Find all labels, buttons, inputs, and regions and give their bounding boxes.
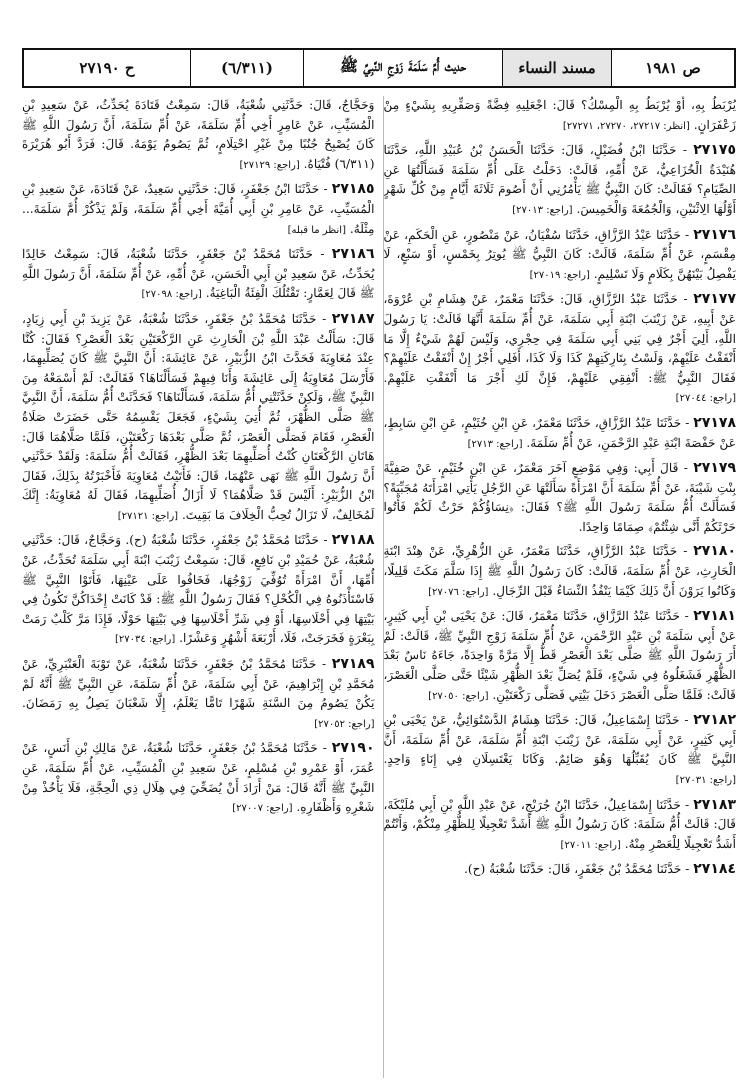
page-number: ص ١٩٨١	[611, 50, 734, 86]
text-columns	[22, 96, 736, 1078]
hadith-entry: ٢٧١٨٠ - حَدَّثَنَا عَبْدُ الرَّزَّاقِ، حَدَّثَنَا مَعْمَرٌ، عَنِ الزُّهْرِيِّ، عَنْ هِنْدَ ابْنَةِ الْحَارِثِ، عَنْ أُمِّ سَلَمَةَ، قَالَتْ: كَانَ رَسُولُ اللَّهِ ﷺ إِذَا سَلَّمَ مَكَثَ قَلِيلًا، وَكَانُوا يَرَوْنَ أَنَّ ذَلِكَ كَيْمَا يَنْفُذُ النِّسَاءُ قَبْلَ الرِّجَالِ. [راجع: ٢٧٠٧٦]	[383, 543, 736, 598]
cross-reference: [راجع: ٢٧٠١٩]	[529, 269, 590, 281]
volume-ref: (٦/٣١١)	[190, 50, 303, 86]
chapter-title: حديث أُمِّ سَلَمَةَ زَوْجِ النَّبِيِّ ﷺ	[303, 50, 502, 86]
hadith-number: ٢٧١٨٠	[693, 543, 736, 560]
hadith-text: حَدَّثَنَا إِسْمَاعِيلُ، قَالَ: حَدَّثَنَا هِشَامٌ الدَّسْتُوَائِيُّ، عَنْ يَحْيَى بْنِ أَبِي كَثِيرٍ، عَنْ أَبِي سَلَمَةَ، عَنْ زَيْنَبَ ابْنَةِ أُمِّ سَلَمَةَ، عَنْ أُمِّ سَلَمَةَ، أَنَّ النَّبِيَّ ﷺ كَانَ يُقَبِّلُهَا وَهُوَ صَائِمٌ. وَكَانَا يَغْتَسِلَانِ فِي إِنَاءٍ وَاحِدٍ.	[383, 713, 736, 767]
hadith-number: ٢٧١٧٦	[693, 226, 736, 243]
continuation-text	[384, 96, 737, 136]
hadith-text: حَدَّثَنَا مُحَمَّدُ بْنُ جَعْفَرٍ، حَدَّثَنَا شُعْبَةُ (ح). وَحَجَّاجٌ، قَالَ: حَدَّثَنِي شُعْبَةُ، عَنْ حُمَيْدِ بْنِ نَافِعٍ، قَالَ: سَمِعْتُ زَيْنَبَ ابْنَةَ أَبِي سَلَمَةَ تُحَدِّثُ، عَنْ أُمِّهَا، أَنَّ امْرَأَةً تُوُفِّيَ زَوْجُهَا، فَخَافُوا عَلَى عَيْنِهَا، فَأَتَوْا النَّبِيَّ ﷺ فَاسْتَأْذَنُوهُ فِي الْكُحْلِ؟ فَقَالَ رَسُولُ اللَّهِ ﷺ: قَدْ كَانَتْ إِحْدَاكُنَّ تَكُونُ فِي بَيْتِهَا فِي أَحْلَاسِهَا، أَوْ فِي شَرِّ أَحْلَاسِهَا فِي بَيْتِهَا حَوْلًا، فَإِذَا مَرَّ كَلْبٌ رَمَتْ بِبَعْرَةٍ فَخَرَجَتْ، فَلَا، أَرْبَعَةَ أَشْهُرٍ وَعَشْرًا.	[22, 533, 375, 646]
hadith-number: ٢٧١٨٦	[331, 246, 375, 263]
cross-reference: [راجع: ٢٧١٢٩]	[239, 159, 300, 171]
cross-reference: [راجع: ٢٧٠١١]	[560, 839, 621, 851]
hadith-text: حَدَّثَنَا عَبْدُ الرَّزَّاقِ، حَدَّثَنَا مَعْمَرٌ، عَنِ الزُّهْرِيِّ، عَنْ هِنْدَ ابْنَةِ الْحَارِثِ، عَنْ أُمِّ سَلَمَةَ، قَالَتْ: كَانَ رَسُولُ اللَّهِ ﷺ إِذَا سَلَّمَ مَكَثَ قَلِيلًا، وَكَانُوا يَرَوْنَ أَنَّ ذَلِكَ كَيْمَا يَنْفُذُ النِّسَاءُ قَبْلَ الرِّجَالِ.	[383, 544, 736, 598]
hadith-text: حَدَّثَنَا مُحَمَّدُ بْنُ جَعْفَرٍ، حَدَّثَنَا شُعْبَةُ، عَنْ يَزِيدَ بْنِ أَبِي زِيَادٍ، قَالَ: سَأَلْتُ عَبْدَ اللَّهِ بْنَ الْحَارِثِ عَنِ الرَّكْعَتَيْنِ بَعْدَ الْعَصْرِ؟ فَقَالَ: كُنَّا عِنْدَ مُعَاوِيَةَ فَحَدَّثَ ابْنُ الزُّبَيْرِ، عَنْ عَائِشَةَ: أَنَّ النَّبِيَّ ﷺ كَانَ يُصَلِّيهِمَا، فَأَرْسَلَ مُعَاوِيَةُ إِلَى عَائِشَةَ وَأَنَا فِيهِمْ فَسَأَلْنَاهَا؟ فَقَالَتْ: لَمْ أَسْمَعْهُ مِنَ النَّبِيِّ ﷺ، وَلَكِنْ حَدَّثَتْنِي أُمُّ سَلَمَةَ، فَسَأَلْنَاهَا؟ فَحَدَّثَتْ أُمُّ سَلَمَةَ، أَنَّ النَّبِيَّ ﷺ صَلَّى الظُّهْرَ، ثُمَّ أُتِيَ بِشَيْءٍ، فَجَعَلَ يَقْسِمُهُ حَتَّى حَضَرَتْ صَلَاةُ الْعَصْرِ، فَقَامَ فَصَلَّى الْعَصْرَ، ثُمَّ صَلَّى بَعْدَهَا رَكْعَتَيْنِ، فَلَمَّا صَلَّاهُمَا قَالَ: هَاتَانِ الرَّكْعَتَانِ كُنْتُ أُصَلِّيهِمَا بَعْدَ الظُّهْرِ، فَقَالَتْ أُمُّ سَلَمَةَ: وَلَقَدْ حَدَّثَنِي أَنَّ رَسُولَ اللَّهِ ﷺ نَهَى عَنْهُمَا، قَالَ: فَأَتَيْتُ مُعَاوِيَةَ فَأَخْبَرْتُهُ بِذَلِكَ، فَقَالَ ابْنُ الزُّبَيْرِ: أَلَيْسَ قَدْ صَلَّاهُمَا؟ لَا أَزَالُ أُصَلِّيهِمَا، فَقَالَ لَهُ مُعَاوِيَةُ: إِنَّكَ لَمُخَالِفٌ، لَا تَزَالُ تُحِبُّ الْخِلَافَ مَا بَقِيتَ.	[22, 311, 375, 522]
hadith-entry: ٢٧١٨٤ - حَدَّثَنَا مُحَمَّدُ بْنُ جَعْفَرٍ، قَالَ: حَدَّثَنَا شُعْبَةُ (ح).	[464, 861, 736, 878]
hadith-number: ٢٧١٨٥	[331, 181, 375, 198]
hadith-text: وَحَجَّاجٌ، قَالَ: حَدَّثَنِي شُعْبَةُ، قَالَ: سَمِعْتُ قَتَادَةَ يُحَدِّثُ، عَنْ سَعِيدِ بْنِ الْمُسَيِّبِ، عَنْ عَامِرٍ أَخِي أُمِّ سَلَمَةَ، عَنْ أُمِّ سَلَمَةَ، أَنَّ رَسُولَ اللَّهِ ﷺ كَانَ يُصْبِحُ جُنُبًا مِنْ غَيْرِ احْتِلَامٍ، ثُمَّ يَصُومُ يَوْمَهُ. قَالَ: فَرَدَّ أَبُو هُرَيْرَةَ (٦/٣١١) فُتْيَاهُ.	[22, 98, 375, 171]
hadith-range: ح ٢٧١٩٠	[79, 59, 135, 77]
hadith-text: حَدَّثَنَا عَبْدُ الرَّزَّاقِ، حَدَّثَنَا مَعْمَرٌ، قَالَ: عَنْ يَحْيَى بْنِ أَبِي كَثِيرٍ، عَنْ أَبِي سَلَمَةَ بْنِ عَبْدِ الرَّحْمَنِ، عَنْ أُمِّ سَلَمَةَ زَوْجِ النَّبِيِّ ﷺ، قَالَتْ: لَمْ أَرَ رَسُولَ اللَّهِ ﷺ صَلَّى بَعْدَ الْعَصْرِ قَطُّ إِلَّا مَرَّةً وَاحِدَةً، جَاءَهُ نَاسٌ بَعْدَ الظُّهْرِ فَشَغَلُوهُ فِي شَيْءٍ، فَلَمْ يُصَلِّ بَعْدَ الظُّهْرِ شَيْئًا حَتَّى صَلَّى الْعَصْرَ، قَالَتْ: فَلَمَّا صَلَّى الْعَصْرَ دَخَلَ بَيْتِي فَصَلَّى رَكْعَتَيْنِ.	[383, 609, 736, 702]
cross-reference: [راجع: ٢٧٠٠٧]	[232, 803, 293, 815]
hadith-text: حَدَّثَنَا ابْنُ جَعْفَرٍ، قَالَ: حَدَّثَنِي سَعِيدٌ، عَنْ قَتَادَةَ، عَنْ سَعِيدِ بْنِ الْمُسَيِّبِ، عَنْ عَامِرِ بْنِ أَبِي أُمَيَّةَ أَخِي أُمِّ سَلَمَةَ، وَلَمْ يَذْكُرْ أُمَّ سَلَمَةَ... مِثْلَهُ.	[22, 182, 375, 236]
book-page	[22, 48, 736, 1078]
continuation-text	[22, 96, 375, 175]
hadith-number: ٢٧١٨١	[693, 608, 736, 625]
cross-reference: [راجع: ٢٧٠٩٨]	[141, 289, 202, 301]
hadith-entry: ٢٧١٨٦ - حَدَّثَنَا مُحَمَّدُ بْنُ جَعْفَرٍ، حَدَّثَنَا شُعْبَةُ، قَالَ: سَمِعْتُ خَالِدًا يُحَدِّثُ، عَنْ سَعِيدِ بْنِ أَبِي الْحَسَنِ، عَنْ أُمِّهِ، عَنْ أُمِّ سَلَمَةَ، أَنَّ رَسُولَ اللَّهِ ﷺ قَالَ لِعَمَّارٍ: تَقْتُلُكَ الْفِئَةُ الْبَاغِيَةُ. [راجع: ٢٧٠٩٨]	[22, 246, 375, 301]
cross-reference: [راجع: ٢٧٠٧٦]	[428, 586, 489, 598]
hadith-text: حَدَّثَنَا مُحَمَّدُ بْنُ جَعْفَرٍ، حَدَّثَنَا شُعْبَةُ، عَنْ مَالِكِ بْنِ أَنَسٍ، عَنْ عُمَرَ، أَوْ عَمْرِو بْنِ مُسْلِمٍ، عَنْ سَعِيدِ بْنِ الْمُسَيِّبِ، عَنْ أُمِّ سَلَمَةَ، عَنِ النَّبِيِّ ﷺ أَنَّهُ قَالَ: مَنْ أَرَادَ أَنْ يُضَحِّيَ فِي هِلَالِ ذِي الْحِجَّةِ، فَلَا يَأْخُذْ مِنْ شَعْرِهِ وَأَظْفَارِهِ.	[22, 741, 375, 815]
page-header	[22, 48, 736, 88]
musnad-title: مسند النساء	[502, 50, 611, 86]
hadith-number: ٢٧١٨٧	[331, 310, 375, 327]
cross-reference: [راجع: ٢٧١٣]	[467, 438, 523, 450]
hadith-entry: ٢٧١٧٦ - حَدَّثَنَا عَبْدُ الرَّزَّاقِ، حَدَّثَنَا سُفْيَانُ، عَنْ مَنْصُورٍ، عَنِ الْحَكَمِ، عَنْ مِقْسَمٍ، عَنْ أُمِّ سَلَمَةَ، قَالَتْ: كَانَ النَّبِيُّ ﷺ يُوتِرُ بِخَمْسٍ، أَوْ سَبْعٍ، لَا يَفْصِلُ بَيْنَهُنَّ بِكَلَامٍ وَلَا تَسْلِيمٍ. [راجع: ٢٧٠١٩]	[383, 226, 736, 281]
hadith-entry: ٢٧١٧٩ - قَالَ أَبِي: وَفِي مَوْضِعٍ آخَرَ مَعْمَرٌ، عَنِ ابْنِ خُثَيْمٍ، عَنْ صَفِيَّةَ بِنْتِ شَيْبَةَ، عَنْ أُمِّ سَلَمَةَ أَنَّ امْرَأَةً سَأَلَتْهَا عَنِ الرَّجُلِ يَأْتِي امْرَأَتَهُ مُجَبِّيَةً؟ فَسَأَلَتْ أُمُّ سَلَمَةَ رَسُولَ اللَّهِ ﷺ؟ فَقَالَ: ﴿نِسَاؤُكُمْ حَرْثٌ لَكُمْ فَأْتُوا حَرْثَكُمْ أَنَّى شِئْتُمْ﴾ صِمَامًا وَاحِدًا.	[383, 460, 736, 534]
hadith-text: حَدَّثَنَا مُحَمَّدُ بْنُ جَعْفَرٍ، حَدَّثَنَا شُعْبَةُ، قَالَ: سَمِعْتُ خَالِدًا يُحَدِّثُ، عَنْ سَعِيدِ بْنِ أَبِي الْحَسَنِ، عَنْ أُمِّهِ، عَنْ أُمِّ سَلَمَةَ، أَنَّ رَسُولَ اللَّهِ ﷺ قَالَ لِعَمَّارٍ: تَقْتُلُكَ الْفِئَةُ الْبَاغِيَةُ.	[22, 247, 375, 301]
hadith-entry: ٢٧١٨٩ - حَدَّثَنَا مُحَمَّدُ بْنُ جَعْفَرٍ، حَدَّثَنَا شُعْبَةُ، عَنْ تَوْبَةَ الْعَنْبَرِيِّ، عَنْ مُحَمَّدِ بْنِ إِبْرَاهِيمَ، عَنْ أَبِي سَلَمَةَ، عَنْ أُمِّ سَلَمَةَ، عَنِ النَّبِيِّ ﷺ أَنَّهُ لَمْ يَكُنْ يَصُومُ مِنَ السَّنَةِ شَهْرًا تَامًّا يَعْلَمُ، إِلَّا شَعْبَانَ يَصِلُ بِهِ رَمَضَانَ. [راجع: ٢٧٠٥٢]	[22, 656, 375, 730]
cross-reference: [راجع: ٢٧٠٥٠]	[428, 690, 489, 702]
hadith-number: ٢٧١٧٨	[693, 414, 736, 431]
hadith-entry: ٢٧١٨٣ - حَدَّثَنَا إِسْمَاعِيلُ، حَدَّثَنَا ابْنُ جُرَيْجٍ، عَنْ عَبْدِ اللَّهِ بْنِ أَبِي مُلَيْكَةَ، قَالَ: قَالَتْ أُمُّ سَلَمَةَ: كَانَ رَسُولُ اللَّهِ ﷺ أَشَدَّ تَعْجِيلًا لِلظُّهْرِ مِنْكُمْ، وَأَنْتُمْ أَشَدُّ تَعْجِيلًا لِلْعَصْرِ مِنْهُ. [راجع: ٢٧٠١١]	[383, 796, 736, 851]
hadith-entry: ٢٧١٧٧ - حَدَّثَنَا عَبْدُ الرَّزَّاقِ، قَالَ: حَدَّثَنَا مَعْمَرٌ، عَنْ هِشَامِ بْنِ عُرْوَةَ، عَنْ أَبِيهِ، عَنْ زَيْنَبَ ابْنَةِ أَبِي سَلَمَةَ، عَنْ أُمِّ سَلَمَةَ أَنَّهَا قَالَتْ: يَا رَسُولَ اللَّهِ، أَلِيَ أَجْرٌ فِي بَنِي أَبِي سَلَمَةَ فِي حِجْرِي، وَلَيْسَ لَهُمْ شَيْءٌ إِلَّا مَا أَنْفَقْتُ عَلَيْهِمْ، وَلَسْتُ بِتَارِكَتِهِمْ كَذَا وَلَا كَذَا، أَفَلِي أَجْرٌ إِنْ أَنْفَقْتُ عَلَيْهِمْ؟ فَقَالَ النَّبِيُّ ﷺ: أَنْفِقِي عَلَيْهِمْ، فَإِنَّ لَكِ أَجْرَ مَا أَنْفَقْتِ عَلَيْهِمْ. [راجع: ٢٧٠٤٤]	[383, 291, 736, 405]
hadith-text: حَدَّثَنَا عَبْدُ الرَّزَّاقِ، قَالَ: حَدَّثَنَا مَعْمَرٌ، عَنْ هِشَامِ بْنِ عُرْوَةَ، عَنْ أَبِيهِ، عَنْ زَيْنَبَ ابْنَةِ أَبِي سَلَمَةَ، عَنْ أُمِّ سَلَمَةَ أَنَّهَا قَالَتْ: يَا رَسُولَ اللَّهِ، أَلِيَ أَجْرٌ فِي بَنِي أَبِي سَلَمَةَ فِي حِجْرِي، وَلَيْسَ لَهُمْ شَيْءٌ إِلَّا مَا أَنْفَقْتُ عَلَيْهِمْ، وَلَسْتُ بِتَارِكَتِهِمْ كَذَا وَلَا كَذَا، أَفَلِي أَجْرٌ إِنْ أَنْفَقْتُ عَلَيْهِمْ؟ فَقَالَ النَّبِيُّ ﷺ: أَنْفِقِي عَلَيْهِمْ، فَإِنَّ لَكِ أَجْرَ مَا أَنْفَقْتِ عَلَيْهِمْ.	[383, 292, 736, 385]
cross-reference: [راجع: ٢٧٠١٣]	[512, 204, 573, 216]
hadith-entry: ٢٧١٨٥ - حَدَّثَنَا ابْنُ جَعْفَرٍ، قَالَ: حَدَّثَنِي سَعِيدٌ، عَنْ قَتَادَةَ، عَنْ سَعِيدِ بْنِ الْمُسَيِّبِ، عَنْ عَامِرِ بْنِ أَبِي أُمَيَّةَ أَخِي أُمِّ سَلَمَةَ، وَلَمْ يَذْكُرْ أُمَّ سَلَمَةَ... مِثْلَهُ. [انظر ما قبله]	[22, 181, 375, 236]
left-column	[22, 96, 375, 1078]
cross-reference: [راجع: ٢٧٠٣١]	[675, 775, 736, 786]
hadith-text: حَدَّثَنَا مُحَمَّدُ بْنُ جَعْفَرٍ، قَالَ: حَدَّثَنَا شُعْبَةُ (ح).	[464, 862, 682, 877]
hadith-text: يُرْبَطُ بِهِ، أَوْ يُرْبَطُ بِهِ الْمِسْكُ؟ قَالَ: اجْعَلِيهِ فِضَّةً وَصَفِّرِيهِ بِشَيْءٍ مِنْ زَعْفَرَانٍ.	[383, 98, 736, 132]
hadith-entry: ٢٧١٨٢ - حَدَّثَنَا إِسْمَاعِيلُ، قَالَ: حَدَّثَنَا هِشَامٌ الدَّسْتُوَائِيُّ، عَنْ يَحْيَى بْنِ أَبِي كَثِيرٍ، عَنْ أَبِي سَلَمَةَ، عَنْ زَيْنَبَ ابْنَةِ أُمِّ سَلَمَةَ، عَنْ أُمِّ سَلَمَةَ، أَنَّ النَّبِيَّ ﷺ كَانَ يُقَبِّلُهَا وَهُوَ صَائِمٌ. وَكَانَا يَغْتَسِلَانِ فِي إِنَاءٍ وَاحِدٍ. [راجع: ٢٧٠٣١]	[383, 712, 736, 786]
hadith-text: حَدَّثَنَا عَبْدُ الرَّزَّاقِ، حَدَّثَنَا مَعْمَرٌ، عَنِ ابْنِ خُثَيْمٍ، عَنِ ابْنِ سَابِطٍ، عَنْ حَفْصَةَ ابْنَةِ عَبْدِ الرَّحْمَنِ، عَنْ أُمِّ سَلَمَةَ.	[383, 415, 736, 450]
hadith-text: حَدَّثَنَا عَبْدُ الرَّزَّاقِ، حَدَّثَنَا سُفْيَانُ، عَنْ مَنْصُورٍ، عَنِ الْحَكَمِ، عَنْ مِقْسَمٍ، عَنْ أُمِّ سَلَمَةَ، قَالَتْ: كَانَ النَّبِيُّ ﷺ يُوتِرُ بِخَمْسٍ، أَوْ سَبْعٍ، لَا يَفْصِلُ بَيْنَهُنَّ بِكَلَامٍ وَلَا تَسْلِيمٍ.	[383, 227, 736, 281]
hadith-entry: ٢٧١٨٧ - حَدَّثَنَا مُحَمَّدُ بْنُ جَعْفَرٍ، حَدَّثَنَا شُعْبَةُ، عَنْ يَزِيدَ بْنِ أَبِي زِيَادٍ، قَالَ: سَأَلْتُ عَبْدَ اللَّهِ بْنَ الْحَارِثِ عَنِ الرَّكْعَتَيْنِ بَعْدَ الْعَصْرِ؟ فَقَالَ: كُنَّا عِنْدَ مُعَاوِيَةَ فَحَدَّثَ ابْنُ الزُّبَيْرِ، عَنْ عَائِشَةَ: أَنَّ النَّبِيَّ ﷺ كَانَ يُصَلِّيهِمَا، فَأَرْسَلَ مُعَاوِيَةُ إِلَى عَائِشَةَ وَأَنَا فِيهِمْ فَسَأَلْنَاهَا؟ فَقَالَتْ: لَمْ أَسْمَعْهُ مِنَ النَّبِيِّ ﷺ، وَلَكِنْ حَدَّثَتْنِي أُمُّ سَلَمَةَ، فَسَأَلْنَاهَا؟ فَحَدَّثَتْ أُمُّ سَلَمَةَ، أَنَّ النَّبِيَّ ﷺ صَلَّى الظُّهْرَ، ثُمَّ أُتِيَ بِشَيْءٍ، فَجَعَلَ يَقْسِمُهُ حَتَّى حَضَرَتْ صَلَاةُ الْعَصْرِ، فَقَامَ فَصَلَّى الْعَصْرَ، ثُمَّ صَلَّى بَعْدَهَا رَكْعَتَيْنِ، فَلَمَّا صَلَّاهُمَا قَالَ: هَاتَانِ الرَّكْعَتَانِ كُنْتُ أُصَلِّيهِمَا بَعْدَ الظُّهْرِ، فَقَالَتْ أُمُّ سَلَمَةَ: وَلَقَدْ حَدَّثَنِي أَنَّ رَسُولَ اللَّهِ ﷺ نَهَى عَنْهُمَا، قَالَ: فَأَتَيْتُ مُعَاوِيَةَ فَأَخْبَرْتُهُ بِذَلِكَ، فَقَالَ ابْنُ الزُّبَيْرِ: أَلَيْسَ قَدْ صَلَّاهُمَا؟ لَا أَزَالُ أُصَلِّيهِمَا، فَقَالَ لَهُ مُعَاوِيَةُ: إِنَّكَ لَمُخَالِفٌ، لَا تَزَالُ تُحِبُّ الْخِلَافَ مَا بَقِيتَ. [راجع: ٢٧١٢١]	[22, 310, 375, 522]
hadith-number: ٢٧١٧٧	[693, 291, 736, 308]
cross-reference: [راجع: ٢٧٠٣٤]	[114, 634, 176, 646]
hadith-number: ٢٧١٨٨	[331, 532, 375, 549]
hadith-entry: ٢٧١٨١ - حَدَّثَنَا عَبْدُ الرَّزَّاقِ، حَدَّثَنَا مَعْمَرٌ، قَالَ: عَنْ يَحْيَى بْنِ أَبِي كَثِيرٍ، عَنْ أَبِي سَلَمَةَ بْنِ عَبْدِ الرَّحْمَنِ، عَنْ أُمِّ سَلَمَةَ زَوْجِ النَّبِيِّ ﷺ، قَالَتْ: لَمْ أَرَ رَسُولَ اللَّهِ ﷺ صَلَّى بَعْدَ الْعَصْرِ قَطُّ إِلَّا مَرَّةً وَاحِدَةً، جَاءَهُ نَاسٌ بَعْدَ الظُّهْرِ فَشَغَلُوهُ فِي شَيْءٍ، فَلَمْ يُصَلِّ بَعْدَ الظُّهْرِ شَيْئًا حَتَّى صَلَّى الْعَصْرَ، قَالَتْ: فَلَمَّا صَلَّى الْعَصْرَ دَخَلَ بَيْتِي فَصَلَّى رَكْعَتَيْنِ. [راجع: ٢٧٠٥٠]	[383, 608, 736, 702]
cross-reference: [راجع: ٢٧٠٥٢]	[314, 718, 375, 730]
hadith-entry: ٢٧١٨٨ - حَدَّثَنَا مُحَمَّدُ بْنُ جَعْفَرٍ، حَدَّثَنَا شُعْبَةُ (ح). وَحَجَّاجٌ، قَالَ: حَدَّثَنِي شُعْبَةُ، عَنْ حُمَيْدِ بْنِ نَافِعٍ، قَالَ: سَمِعْتُ زَيْنَبَ ابْنَةَ أَبِي سَلَمَةَ تُحَدِّثُ، عَنْ أُمِّهَا، أَنَّ امْرَأَةً تُوُفِّيَ زَوْجُهَا، فَخَافُوا عَلَى عَيْنِهَا، فَأَتَوْا النَّبِيَّ ﷺ فَاسْتَأْذَنُوهُ فِي الْكُحْلِ؟ فَقَالَ رَسُولُ اللَّهِ ﷺ: قَدْ كَانَتْ إِحْدَاكُنَّ تَكُونُ فِي بَيْتِهَا فِي أَحْلَاسِهَا، أَوْ فِي شَرِّ أَحْلَاسِهَا فِي بَيْتِهَا حَوْلًا، فَإِذَا مَرَّ كَلْبٌ رَمَتْ بِبَعْرَةٍ فَخَرَجَتْ، فَلَا، أَرْبَعَةَ أَشْهُرٍ وَعَشْرًا. [راجع: ٢٧٠٣٤]	[22, 532, 375, 646]
hadith-number: ٢٧١٧٩	[693, 460, 736, 477]
cross-reference: [انظر ما قبله]	[287, 224, 346, 236]
hadith-number: ٢٧١٨٩	[331, 656, 375, 673]
hadith-entry: ٢٧١٩٠ - حَدَّثَنَا مُحَمَّدُ بْنُ جَعْفَرٍ، حَدَّثَنَا شُعْبَةُ، عَنْ مَالِكِ بْنِ أَنَسٍ، عَنْ عُمَرَ، أَوْ عَمْرِو بْنِ مُسْلِمٍ، عَنْ سَعِيدِ بْنِ الْمُسَيِّبِ، عَنْ أُمِّ سَلَمَةَ، عَنِ النَّبِيِّ ﷺ أَنَّهُ قَالَ: مَنْ أَرَادَ أَنْ يُضَحِّيَ فِي هِلَالِ ذِي الْحِجَّةِ، فَلَا يَأْخُذْ مِنْ شَعْرِهِ وَأَظْفَارِهِ. [راجع: ٢٧٠٠٧]	[22, 740, 375, 815]
hadith-number: ٢٧١٧٥	[693, 142, 736, 159]
hadith-text: قَالَ أَبِي: وَفِي مَوْضِعٍ آخَرَ مَعْمَرٌ، عَنِ ابْنِ خُثَيْمٍ، عَنْ صَفِيَّةَ بِنْتِ شَيْبَةَ، عَنْ أُمِّ سَلَمَةَ أَنَّ امْرَأَةً سَأَلَتْهَا عَنِ الرَّجُلِ يَأْتِي امْرَأَتَهُ مُجَبِّيَةً؟ فَسَأَلَتْ أُمُّ سَلَمَةَ رَسُولَ اللَّهِ ﷺ؟ فَقَالَ: ﴿نِسَاؤُكُمْ حَرْثٌ لَكُمْ فَأْتُوا حَرْثَكُمْ أَنَّى شِئْتُمْ﴾ صِمَامًا وَاحِدًا.	[383, 461, 736, 534]
hadith-number: ٢٧١٩٠	[331, 740, 375, 757]
right-column	[384, 96, 737, 1078]
hadith-number: ٢٧١٨٣	[693, 796, 736, 813]
hadith-text: حَدَّثَنَا ابْنُ فُضَيْلٍ، قَالَ: حَدَّثَنَا الْحَسَنُ بْنُ عُبَيْدِ اللَّهِ، حَدَّثَنَا هُنَيْدَةُ الْخُزَاعِيُّ، عَنْ أُمِّهِ، قَالَتْ: دَخَلْتُ عَلَى أُمِّ سَلَمَةَ فَسَأَلْتُهَا عَنِ الصِّيَامِ؟ فَقَالَتْ: كَانَ النَّبِيُّ ﷺ يَأْمُرُنِي أَنْ أَصُومَ ثَلَاثَةَ أَيَّامٍ مِنْ كُلِّ شَهْرٍ أَوَّلُهَا الِاثْنَيْنِ، وَالْجُمُعَةَ وَالْخَمِيسَ.	[383, 143, 736, 216]
hadith-number: ٢٧١٨٤	[693, 861, 736, 878]
cross-reference: [انظر: ٢٧٢١٧، ٢٧٢٧٠، ٢٧٢٧١]	[562, 120, 690, 132]
hadith-entry: ٢٧١٧٨ - حَدَّثَنَا عَبْدُ الرَّزَّاقِ، حَدَّثَنَا مَعْمَرٌ، عَنِ ابْنِ خُثَيْمٍ، عَنِ ابْنِ سَابِطٍ، عَنْ حَفْصَةَ ابْنَةِ عَبْدِ الرَّحْمَنِ، عَنْ أُمِّ سَلَمَةَ. [راجع: ٢٧١٣]	[383, 414, 736, 450]
cross-reference: [راجع: ٢٧٠٤٤]	[675, 393, 736, 405]
hadith-text: حَدَّثَنَا إِسْمَاعِيلُ، حَدَّثَنَا ابْنُ جُرَيْجٍ، عَنْ عَبْدِ اللَّهِ بْنِ أَبِي مُلَيْكَةَ، قَالَ: قَالَتْ أُمُّ سَلَمَةَ: كَانَ رَسُولُ اللَّهِ ﷺ أَشَدَّ تَعْجِيلًا لِلظُّهْرِ مِنْكُمْ، وَأَنْتُمْ أَشَدُّ تَعْجِيلًا لِلْعَصْرِ مِنْهُ.	[383, 797, 736, 851]
column-divider	[375, 96, 384, 1078]
hadith-number: ٢٧١٨٢	[693, 712, 736, 729]
hadith-text: حَدَّثَنَا مُحَمَّدُ بْنُ جَعْفَرٍ، حَدَّثَنَا شُعْبَةُ، عَنْ تَوْبَةَ الْعَنْبَرِيِّ، عَنْ مُحَمَّدِ بْنِ إِبْرَاهِيمَ، عَنْ أَبِي سَلَمَةَ، عَنْ أُمِّ سَلَمَةَ، عَنِ النَّبِيِّ ﷺ أَنَّهُ لَمْ يَكُنْ يَصُومُ مِنَ السَّنَةِ شَهْرًا تَامًّا يَعْلَمُ، إِلَّا شَعْبَانَ يَصِلُ بِهِ رَمَضَانَ.	[22, 657, 375, 711]
hadith-entry: ٢٧١٧٥ - حَدَّثَنَا ابْنُ فُضَيْلٍ، قَالَ: حَدَّثَنَا الْحَسَنُ بْنُ عُبَيْدِ اللَّهِ، حَدَّثَنَا هُنَيْدَةُ الْخُزَاعِيُّ، عَنْ أُمِّهِ، قَالَتْ: دَخَلْتُ عَلَى أُمِّ سَلَمَةَ فَسَأَلْتُهَا عَنِ الصِّيَامِ؟ فَقَالَتْ: كَانَ النَّبِيُّ ﷺ يَأْمُرُنِي أَنْ أَصُومَ ثَلَاثَةَ أَيَّامٍ مِنْ كُلِّ شَهْرٍ أَوَّلُهَا الِاثْنَيْنِ، وَالْجُمُعَةَ وَالْخَمِيسَ. [راجع: ٢٧٠١٣]	[383, 142, 736, 216]
cross-reference: [راجع: ٢٧١٢١]	[117, 510, 179, 522]
